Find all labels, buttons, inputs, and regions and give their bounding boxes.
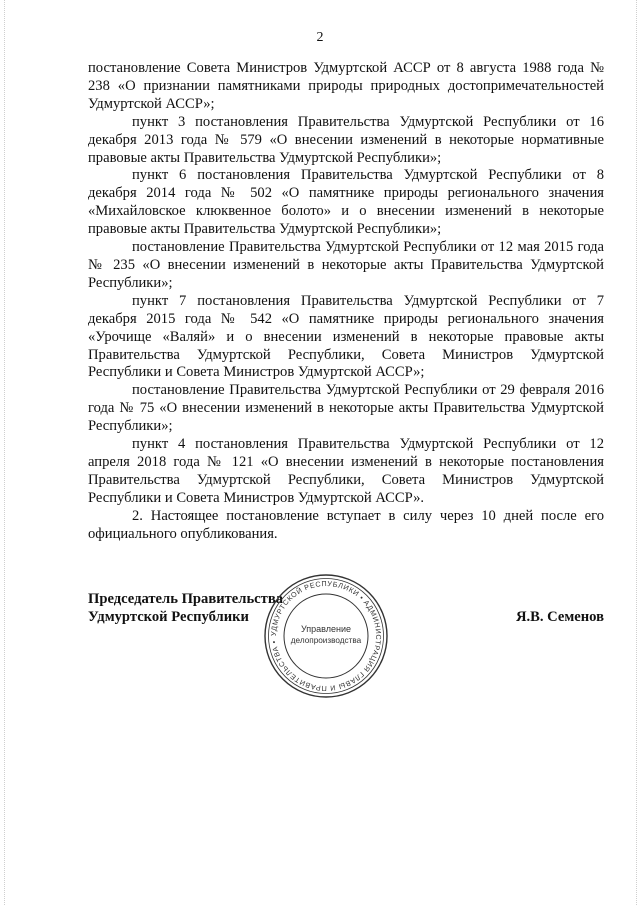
seal-center-line-2: делопроизводства [290,636,362,645]
paragraph-5: пункт 7 постановления Правительства Удмуртской Республики от 7 декабря 2015 года № 542 «О памятнике природы регионального значения «Урочище «Валяй» и о внесении изменений в некоторые правовые акты Правительства Удмуртской Республики, Совета Министров Удмуртской Республики и Совета Министров Удмуртской АССР»; [88,292,604,381]
official-seal [262,572,390,700]
page-number: 2 [316,30,324,45]
document-body [88,60,604,543]
paragraph-4: постановление Правительства Удмуртской Республики от 12 мая 2015 года № 235 «О внесении изменений в некоторые акты Правительства Удмуртской Республики»; [88,239,604,291]
scan-edge-left [4,0,6,905]
seal-center-line-1: Управление [300,624,352,634]
signatory-name: Я.В. Семенов [515,609,604,625]
signatory-position [88,590,283,626]
paragraph-6: постановление Правительства Удмуртской Республики от 29 февраля 2016 года № 75 «О внесении изменений в некоторые акты Правительства Удмуртской Республики»; [88,382,604,435]
scan-edge-right [636,0,638,905]
signatory-position-line-1: Председатель Правительства [88,591,284,607]
paragraph-8: 2. Настоящее постановление вступает в силу через 10 дней после его официального опубликования. [88,507,604,542]
paragraph-2: пункт 3 постановления Правительства Удмуртской Республики от 16 декабря 2013 года № 579 «О внесении изменений в некоторые нормативные правовые акты Правительства Удмуртской Республики»; [88,113,604,166]
paragraph-1: постановление Совета Министров Удмуртской АССР от 8 августа 1988 года № 238 «О признании памятниками природы природных достопримечательностей Удмуртской АССР»; [88,60,604,112]
paragraph-3: пункт 6 постановления Правительства Удмуртской Республики от 8 декабря 2014 года № 502 «О памятнике природы регионального значения «Михайловское клюквенное болото» и о внесении изменений в некоторые правовые акты Правительства Удмуртской Республики»; [88,167,604,238]
signatory-position-line-2: Удмуртской Республики [88,609,249,625]
paragraph-7: пункт 4 постановления Правительства Удмуртской Республики от 12 апреля 2018 года № 121 «О внесении изменений в некоторые постановления Правительства Удмуртской Республики, Совета Министров Удмуртской Республики и Совета Министров Удмуртской АССР». [88,436,604,506]
seal-graphic [262,572,390,700]
seal-ring-text: УДМУРТСКОЙ РЕСПУБЛИКИ • АДМИНИСТРАЦИЯ ГЛАВЫ И ПРАВИТЕЛЬСТВА • [268,578,384,694]
